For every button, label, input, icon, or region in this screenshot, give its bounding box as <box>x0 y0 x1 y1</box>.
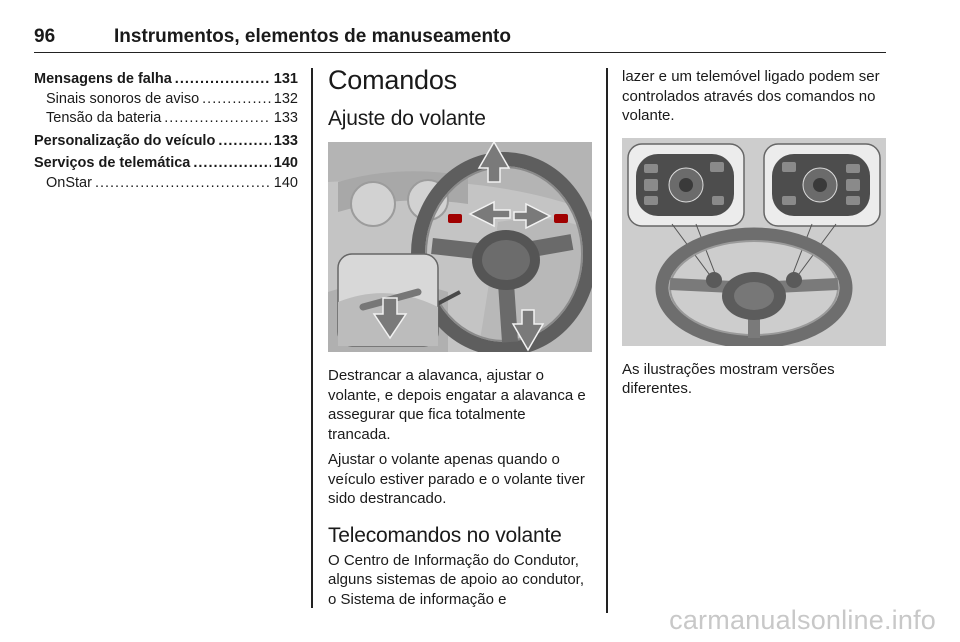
page-header <box>34 22 886 53</box>
toc-entry[interactable]: Tensão da bateria ..... 133 <box>34 109 298 129</box>
subsection-title: Telecomandos no volante <box>328 523 562 547</box>
toc-leader <box>175 70 271 90</box>
toc-entry[interactable]: Serviços de telemática ..... 140 <box>34 154 298 174</box>
watermark: carmanualsonline.info <box>669 605 936 635</box>
steering-adjust-instructions: Destrancar a alavanca, ajustar o volante, e depois engatar a alavanca e assegurar que fica totalmente trancada. <box>328 367 586 443</box>
toc-entry[interactable]: Sinais sonoros de aviso ..... 132 <box>34 90 298 110</box>
toc-column <box>34 70 298 193</box>
chapter-title: Instrumentos, elementos de manuseamento <box>114 26 511 47</box>
page-number: 96 <box>34 26 56 47</box>
section-title: Comandos <box>328 65 457 95</box>
steering-wheel-controls-illustration <box>622 138 886 346</box>
toc-entry[interactable]: Mensagens de falha ..... 131 <box>34 70 298 90</box>
toc-leader <box>95 174 271 194</box>
toc-entry[interactable]: Personalização do veículo ..... 133 <box>34 132 298 152</box>
toc-leader <box>202 90 271 110</box>
remote-controls-text: O Centro de Informação do Condutor, alguns sistemas de apoio ao condutor, o Sistema de informação e <box>328 551 585 608</box>
column-divider <box>311 68 313 608</box>
column-divider <box>606 68 608 613</box>
toc-leader <box>218 132 270 152</box>
toc-leader <box>193 154 270 174</box>
toc-leader <box>164 109 271 129</box>
toc-entry[interactable]: OnStar ..... 140 <box>34 174 298 194</box>
controls-column <box>328 64 592 609</box>
illustration-note: As ilustrações mostram versões diferentes. <box>622 360 835 397</box>
steering-adjust-illustration <box>328 142 592 352</box>
remote-controls-text-continued: lazer e um telemóvel ligado podem ser controlados através dos comandos no volante. <box>622 68 880 124</box>
remote-controls-column <box>622 67 886 399</box>
steering-adjust-warning: Ajustar o volante apenas quando o veículo estiver parado e o volante tiver sido destrancado. <box>328 451 585 507</box>
subsection-title: Ajuste do volante <box>328 107 486 130</box>
